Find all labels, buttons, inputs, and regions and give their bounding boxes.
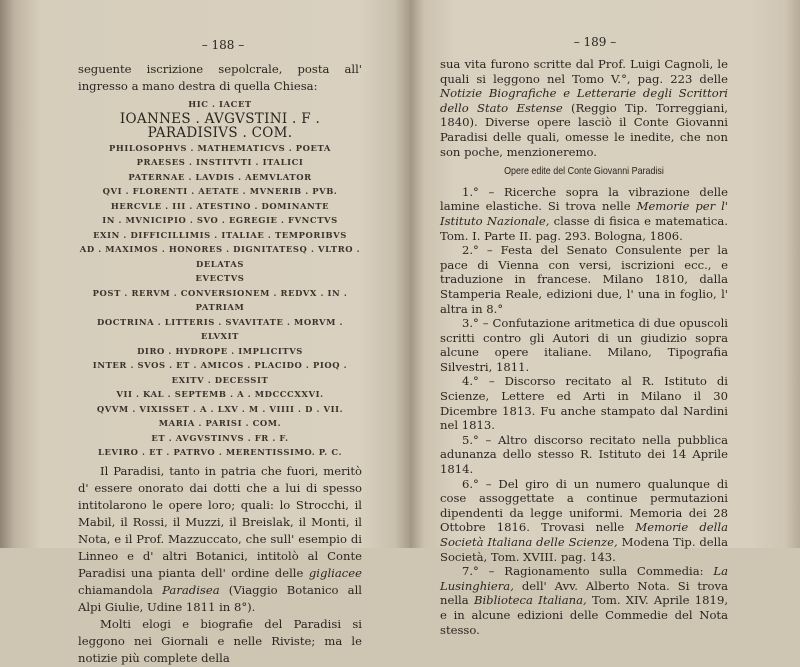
- inscription-line: QVVM . VIXISSET . A . LXV . M . VIIII . D . VII.: [96, 403, 344, 414]
- inscription-line: HIC . IACET: [188, 99, 252, 109]
- text-segment: 6.° – Del giro di un numero qualunque di cose assoggettate a continue permutazioni dipendenti da legge uniformi. Memoria dei 28 Ottobre 1816. Trovasi nelle: [440, 476, 728, 535]
- italic-title-text: Paradisea: [162, 582, 220, 597]
- italic-title-text: Memorie per l' Istituto Nazionale,: [440, 199, 728, 228]
- text-segment: (Reggio Tip. Torreggiani, 1840). Diverse opere lasciò il Conte Giovanni Paradisi delle quali, omesse le inedite, che non son poche, menzioneremo.: [440, 100, 728, 159]
- text-segment: 3.° – Confutazione aritmetica di due opuscoli scritti contro gli Autori di un giudizio sopra alcune opere italiane. Milano, Tipografia Silvestri, 1811.: [440, 316, 728, 374]
- inscription-line: PHILOSOPHVS . MATHEMATICVS . POETA: [108, 142, 332, 153]
- text-segment: dell' Avv. Alberto Nota. Si trova nella: [440, 578, 728, 608]
- inscription-line: PRAESES . INSTITVTI . ITALICI: [136, 157, 304, 167]
- text-segment: Molti elogi e biografie del Paradisi si leggono nei Giornali e nelle Riviste; ma le notizie più complete della: [78, 616, 362, 665]
- right-page: [410, 0, 800, 637]
- work-entry: [440, 564, 728, 637]
- page-number: – 189 –: [573, 35, 617, 49]
- text-segment: sua vita furono scritte dal Prof. Luigi Cagnoli, le quali si leggono nel Tomo V.°, pag. 223 delle: [440, 57, 728, 86]
- right-page-body: [440, 57, 728, 637]
- section-heading: Opere edite del Conte Giovanni Paradisi: [504, 165, 664, 178]
- text-segment: chiamandola: [78, 582, 163, 597]
- text-segment: 4.° – Discorso recitato al R. Istituto di Scienze, Lettere ed Arti in Milano il 30 Dicembre 1813. Fu anche stampato dal Nardini nel 1813.: [440, 374, 728, 433]
- inscription-line: DOCTRINA . LITTERIS . SVAVITATE . MORVM . ELVXIT: [96, 316, 344, 341]
- text-segment: 5.° – Altro discorso recitato nella pubblica adunanza dello stesso R. Istituto dei 14 Aprile 1814.: [440, 432, 728, 477]
- work-entry: [440, 316, 728, 374]
- intro-paragraph: [78, 61, 362, 95]
- italic-title-text: Memorie della Società Italiana delle Scienze,: [440, 520, 728, 549]
- inscription-line: IOANNES . AVGVSTINI . F . PARADISIVS . COM.: [119, 110, 321, 141]
- inscription-line: AD . MAXIMOS . HONORES . DIGNITATESQ . VLTRO . DELATAS: [79, 244, 361, 269]
- intro-paragraph: [440, 57, 728, 159]
- inscription-line: VII . KAL . SEPTEMB . A . MDCCCXXVI.: [116, 389, 324, 399]
- page-number: – 188 –: [201, 38, 245, 52]
- text-segment: Modena Tip. della Società, Tom. XVIII. pag. 143.: [440, 535, 729, 564]
- italic-title-text: Notizie Biografiche e Letterarie degli Scrittori dello Stato Estense: [440, 86, 728, 115]
- text-segment: seguente iscrizione sepolcrale, posta all' ingresso a mano destra di quella Chiesa:: [78, 62, 362, 93]
- work-entry: [440, 374, 728, 432]
- inscription-line: HERCVLE . III . ATESTINO . DOMINANTE: [110, 200, 330, 211]
- body-paragraph: [78, 616, 362, 667]
- inscription-line: EXIN . DIFFICILLIMIS . ITALIAE . TEMPORIBVS: [93, 229, 347, 240]
- works-list: [440, 185, 728, 637]
- inscription-line: DIRO . HYDROPE . IMPLICITVS: [137, 345, 303, 356]
- inscription-line: ET . AVGVSTINVS . FR . F.: [151, 432, 289, 443]
- text-segment: 2.° – Festa del Senato Consulente per la pace di Vienna con versi, iscrizioni ecc., e traduzione in francese. Milano 1810, dalla Stamperia Reale, edizioni due, l' una in foglio, l' altra in 8.°: [440, 243, 728, 316]
- inscription-line: IN . MVNICIPIO . SVO . EGREGIE . FVNCTVS: [102, 215, 338, 225]
- inscription-line: QVI . FLORENTI . AETATE . MVNERIB . PVB.: [102, 186, 338, 196]
- body-paragraph: [78, 463, 362, 616]
- left-page-body: [78, 61, 362, 667]
- text-segment: 1.° – Ricerche sopra la vibrazione delle lamine elastiche. Si trova nelle: [440, 184, 728, 214]
- inscription-line: EVECTVS: [195, 273, 245, 283]
- text-segment: 7.° – Ragionamento sulla Commedia:: [462, 564, 714, 579]
- epitaph-inscription: [78, 97, 362, 460]
- inscription-line: LEVIRO . ET . PATRVO . MERENTISSIMO. P. C.: [98, 447, 342, 457]
- text-segment: (Viaggio Botanico all Alpi Giulie, Udine 1811 in 8°).: [78, 582, 362, 614]
- inscription-line: INTER . SVOS . ET . AMICOS . PLACIDO . PIOQ . EXITV . DECESSIT: [92, 360, 348, 385]
- text-segment: Il Paradisi, tanto in patria che fuori, meritò d' essere onorato dai dotti che a lui di spesso intitolarono le opere loro; quali: lo Strocchi, il Mabil, il Rossi, il Muzzi, il Breislak, il Monti, il Nota, e il Prof. Mazzuccato, che sull' esempio di Linneo e d' altri Botanici, intitolò al Conte Paradisi una pianta dell' ordine delle: [78, 463, 362, 580]
- work-entry: [440, 243, 728, 316]
- italic-title-text: gigliacee: [308, 565, 362, 580]
- italic-title-text: La Lusinghiera,: [440, 564, 728, 593]
- italic-title-text: Biblioteca Italiana,: [473, 593, 587, 608]
- work-entry: [440, 477, 728, 565]
- work-entry: [440, 433, 728, 477]
- text-segment: Tom. XIV. Aprile 1819, e in alcune edizioni delle Commedie del Nota stesso.: [440, 593, 728, 637]
- inscription-line: PATERNAE . LAVDIS . AEMVLATOR: [128, 171, 312, 182]
- text-segment: classe di fisica e matematica. Tom. I. Parte II. pag. 293. Bologna, 1806.: [440, 213, 728, 243]
- inscription-line: MARIA . PARISI . COM.: [158, 418, 282, 428]
- work-entry: [440, 185, 728, 243]
- inscription-line: POST . RERVM . CONVERSIONEM . REDVX . IN . PATRIAM: [92, 287, 348, 312]
